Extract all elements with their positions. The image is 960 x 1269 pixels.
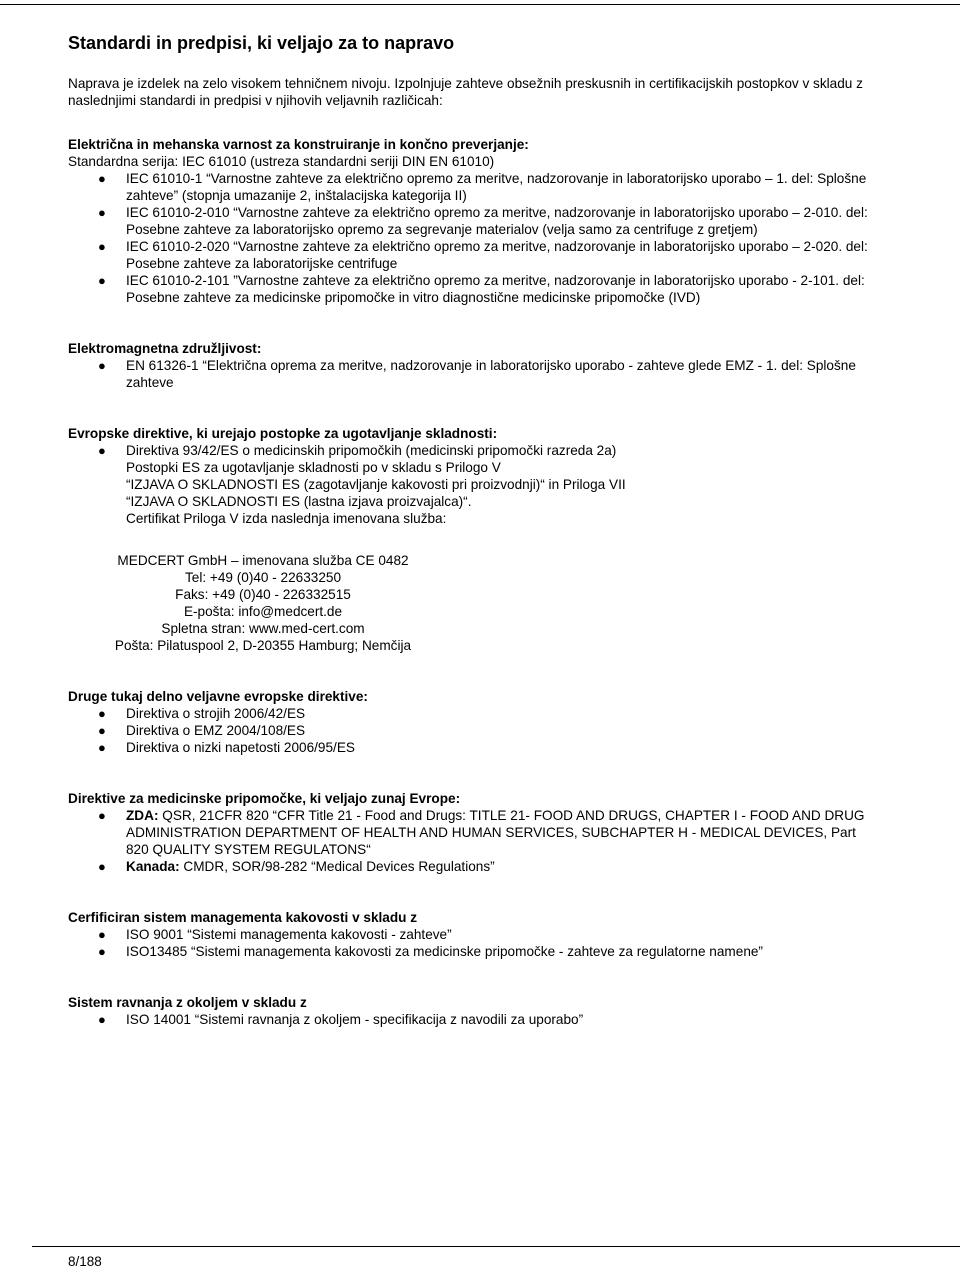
contact-line: Spletna stran: www.med-cert.com: [161, 621, 365, 636]
list-item: ● Direktiva o nizki napetosti 2006/95/ES: [98, 740, 355, 755]
environment-list: [68, 1011, 868, 1028]
section-eu-directives: [68, 425, 868, 654]
eu-line: Postopki ES za ugotavljanje skladnosti po v skladu s Prilogo V: [126, 460, 501, 475]
section-safety: [68, 136, 868, 306]
list-item: ● IEC 61010-2-020 “Varnostne zahteve za električno opremo za meritve, nadzorovanje in laboratorijsko uporabo – 2-020. del: Posebne zahteve za laboratorijske centrifuge: [98, 239, 868, 271]
section-environment: [68, 994, 868, 1028]
document-body: [68, 32, 868, 1028]
bullet-icon: ●: [98, 859, 106, 874]
bullet-icon: ●: [98, 723, 106, 738]
usa-label: ZDA:: [126, 808, 159, 823]
section-heading: Elektromagnetna združljivost:: [68, 341, 262, 356]
list-item: ● Direktiva o strojih 2006/42/ES: [98, 706, 306, 721]
non-eu-list: [68, 807, 868, 875]
list-item: ● Kanada: CMDR, SOR/98-282 “Medical Devices Regulations”: [98, 859, 495, 874]
list-item: ● IEC 61010-2-010 “Varnostne zahteve za električno opremo za meritve, nadzorovanje in laboratorijsko uporabo – 2-010. del: Posebne zahteve za laboratorijsko opremo za segrevanje materialov (velja samo za centrifuge z gretjem): [98, 205, 868, 237]
bullet-icon: ●: [98, 706, 106, 721]
bullet-icon: ●: [98, 443, 106, 458]
bullet-icon: ●: [98, 171, 106, 186]
bullet-icon: ●: [98, 358, 106, 373]
list-item: ● ZDA: QSR, 21CFR 820 “CFR Title 21 - Food and Drugs: TITLE 21- FOOD AND DRUGS, CHAPTER I - FOOD AND DRUG ADMINISTRATION DEPARTMENT OF HEALTH AND HUMAN SERVICES, SUBCHAPTER H - MEDICAL DEVICES, Part 820 QUALITY SYSTEM REGULATONS“: [98, 808, 865, 857]
list-item: ● EN 61326-1 “Električna oprema za meritve, nadzorovanje in laboratorijsko uporabo - zahteve glede EMZ - 1. del: Splošne zahteve: [98, 358, 856, 390]
eu-line: Certifikat Priloga V izda naslednja imenovana služba:: [126, 511, 447, 526]
bullet-icon: ●: [98, 1012, 106, 1027]
list-item: ● Direktiva o EMZ 2004/108/ES: [98, 723, 306, 738]
bullet-icon: ●: [98, 808, 106, 823]
section-quality: [68, 909, 868, 960]
bullet-icon: ●: [98, 740, 106, 755]
emc-list: [68, 357, 868, 391]
other-eu-list: [68, 705, 868, 756]
section-non-eu: [68, 790, 868, 875]
quality-list: [68, 926, 868, 960]
intro-paragraph: Naprava je izdelek na zelo visokem tehničnem nivoju. Izpolnjuje zahteve obsežnih preskusnih in certifikacijskih postopkov v skladu z naslednjimi standardi in predpisi v njihovih veljavnih različicah:: [68, 76, 863, 108]
section-subheading: Standardna serija: IEC 61010 (ustreza standardni seriji DIN EN 61010): [68, 154, 495, 169]
list-item: ● Direktiva 93/42/ES o medicinskih pripomočkih (medicinski pripomočki razreda 2a): [98, 443, 617, 458]
contact-line: Tel: +49 (0)40 - 22633250: [184, 570, 342, 585]
page-number: 8/188: [68, 1254, 102, 1269]
bullet-icon: ●: [98, 273, 106, 288]
contact-line: Pošta: Pilatuspool 2, D-20355 Hamburg; Nemčija: [114, 638, 412, 653]
section-heading: Direktive za medicinske pripomočke, ki veljajo zunaj Evrope:: [68, 791, 461, 806]
section-emc: [68, 340, 868, 391]
notified-body-contact: [68, 552, 458, 654]
bullet-icon: ●: [98, 239, 106, 254]
section-heading: Druge tukaj delno veljavne evropske direktive:: [68, 689, 368, 704]
bullet-icon: ●: [98, 927, 106, 942]
section-other-eu: [68, 688, 868, 756]
contact-line: MEDCERT GmbH – imenovana služba CE 0482: [117, 553, 409, 568]
section-heading: Sistem ravnanja z okoljem v skladu z: [68, 995, 307, 1010]
list-item: ● ISO13485 “Sistemi managementa kakovosti za medicinske pripomočke - zahteve za regulatorne namene”: [98, 944, 763, 959]
section-heading: Evropske direktive, ki urejajo postopke za ugotavljanje skladnosti:: [68, 426, 498, 441]
list-item: ● ISO 9001 “Sistemi managementa kakovosti - zahteve”: [98, 927, 452, 942]
section-heading: Električna in mehanska varnost za konstruiranje in končno preverjanje:: [68, 137, 529, 152]
contact-line: E-pošta: info@medcert.de: [183, 604, 343, 619]
eu-line: “IZJAVA O SKLADNOSTI ES (zagotavljanje kakovosti pri proizvodnji)“ in Priloga VII: [126, 477, 626, 492]
bullet-icon: ●: [98, 944, 106, 959]
list-item: ● IEC 61010-2-101 ”Varnostne zahteve za električno opremo za meritve, nadzorovanje in laboratorijsko uporabo - 2-101. del: Posebne zahteve za medicinske pripomočke in vitro diagnostične medicinske pripomočke (IVD): [98, 273, 865, 305]
list-item: ● ISO 14001 “Sistemi ravnanja z okoljem - specifikacija z navodili za uporabo”: [98, 1012, 584, 1027]
page-title: Standardi in predpisi, ki veljajo za to napravo: [68, 33, 455, 53]
eu-line: “IZJAVA O SKLADNOSTI ES (lastna izjava proizvajalca)“.: [126, 494, 472, 509]
bullet-icon: ●: [98, 205, 106, 220]
footer-rule: [32, 1246, 960, 1247]
section-heading: Cerfificiran sistem managementa kakovosti v skladu z: [68, 910, 418, 925]
top-rule: [0, 4, 960, 5]
canada-label: Kanada:: [126, 859, 180, 874]
list-item: ● IEC 61010-1 “Varnostne zahteve za električno opremo za meritve, nadzorovanje in laboratorijsko uporabo – 1. del: Splošne zahteve” (stopnja umazanije 2, inštalacijska kategorija II): [98, 171, 867, 203]
eu-list: [68, 442, 868, 459]
safety-list: [68, 170, 868, 306]
contact-line: Faks: +49 (0)40 - 226332515: [175, 587, 351, 602]
